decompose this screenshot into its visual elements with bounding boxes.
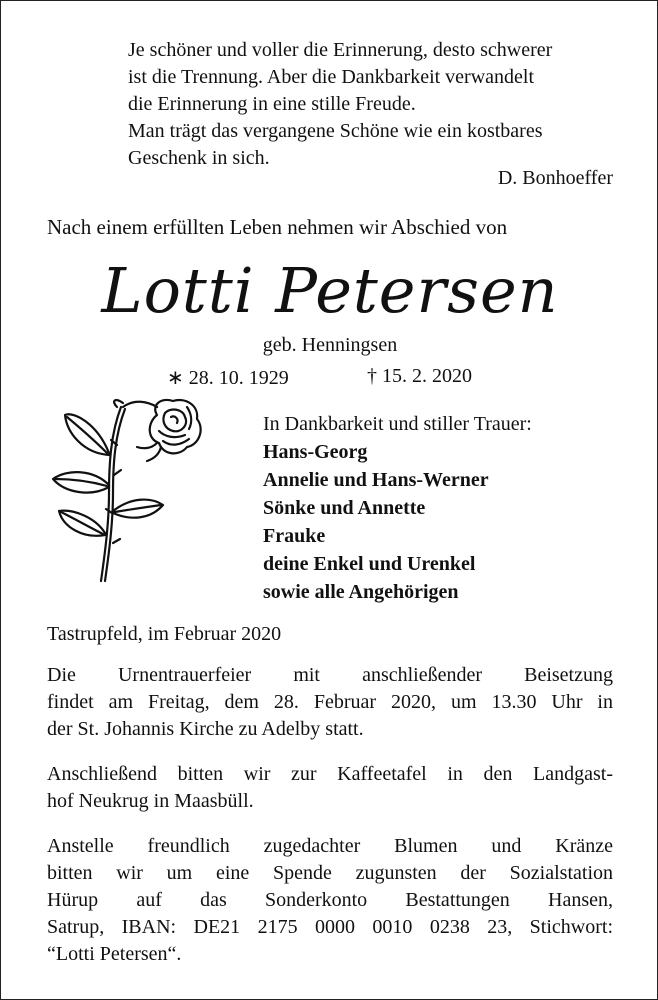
- mourner-name: Sönke und Annette: [263, 497, 426, 519]
- deceased-name: Lotti Petersen: [101, 254, 559, 327]
- mourner-name: sowie alle Angehörigen: [263, 581, 459, 603]
- paragraph-line: Hürup auf das Sonderkonto Bestattungen Hansen,: [47, 889, 613, 911]
- mourner-name: Hans-Georg: [263, 441, 368, 463]
- paragraph-line: “Lotti Petersen“.: [47, 943, 182, 965]
- paragraph-line: findet am Freitag, dem 28. Februar 2020, um 13.30 Uhr in: [47, 691, 613, 713]
- paragraph-line: Anstelle freundlich zugedachter Blumen und Kränze: [47, 835, 613, 857]
- paragraph-line: Satrup, IBAN: DE21 2175 0000 0010 0238 23, Stichwort:: [47, 916, 613, 938]
- mourner-name: Annelie und Hans-Werner: [263, 469, 489, 491]
- memorial-quote: [128, 37, 614, 172]
- intro-text: Nach einem erfüllten Leben nehmen wir Abschied von: [47, 215, 508, 239]
- mourner-name: Frauke: [263, 525, 326, 547]
- donation-paragraph: [47, 833, 613, 968]
- paragraph-line: hof Neukrug in Maasbüll.: [47, 790, 254, 812]
- paragraph-line: bitten wir um eine Spende zugunsten der Sozialstation: [47, 862, 613, 884]
- quote-line: Geschenk in sich.: [128, 147, 270, 169]
- birth-date: ∗ 28. 10. 1929: [167, 367, 289, 389]
- quote-line: Je schöner und voller die Erinnerung, desto schwerer: [128, 39, 553, 61]
- ceremony-paragraph: [47, 662, 613, 743]
- death-date: † 15. 2. 2020: [367, 365, 472, 387]
- quote-line: ist die Trennung. Aber die Dankbarkeit verwandelt: [128, 66, 535, 88]
- quote-line: Man trägt das vergangene Schöne wie ein kostbares: [128, 120, 543, 142]
- paragraph-line: der St. Johannis Kirche zu Adelby statt.: [47, 718, 364, 740]
- quote-line: die Erinnerung in eine stille Freude.: [128, 93, 416, 115]
- maiden-name: geb. Henningsen: [262, 334, 398, 356]
- place-date: Tastrupfeld, im Februar 2020: [47, 623, 282, 645]
- quote-author: D. Bonhoeffer: [497, 167, 613, 189]
- rose-illustration-icon: [39, 393, 209, 585]
- paragraph-line: Anschließend bitten wir zur Kaffeetafel in den Landgast-: [47, 763, 613, 785]
- paragraph-line: Die Urnentrauerfeier mit anschließender Beisetzung: [47, 664, 613, 686]
- mourners-heading: In Dankbarkeit und stiller Trauer:: [263, 413, 532, 435]
- mourners-block: [263, 410, 532, 606]
- coffee-paragraph: [47, 761, 613, 815]
- mourner-name: deine Enkel und Urenkel: [263, 553, 476, 575]
